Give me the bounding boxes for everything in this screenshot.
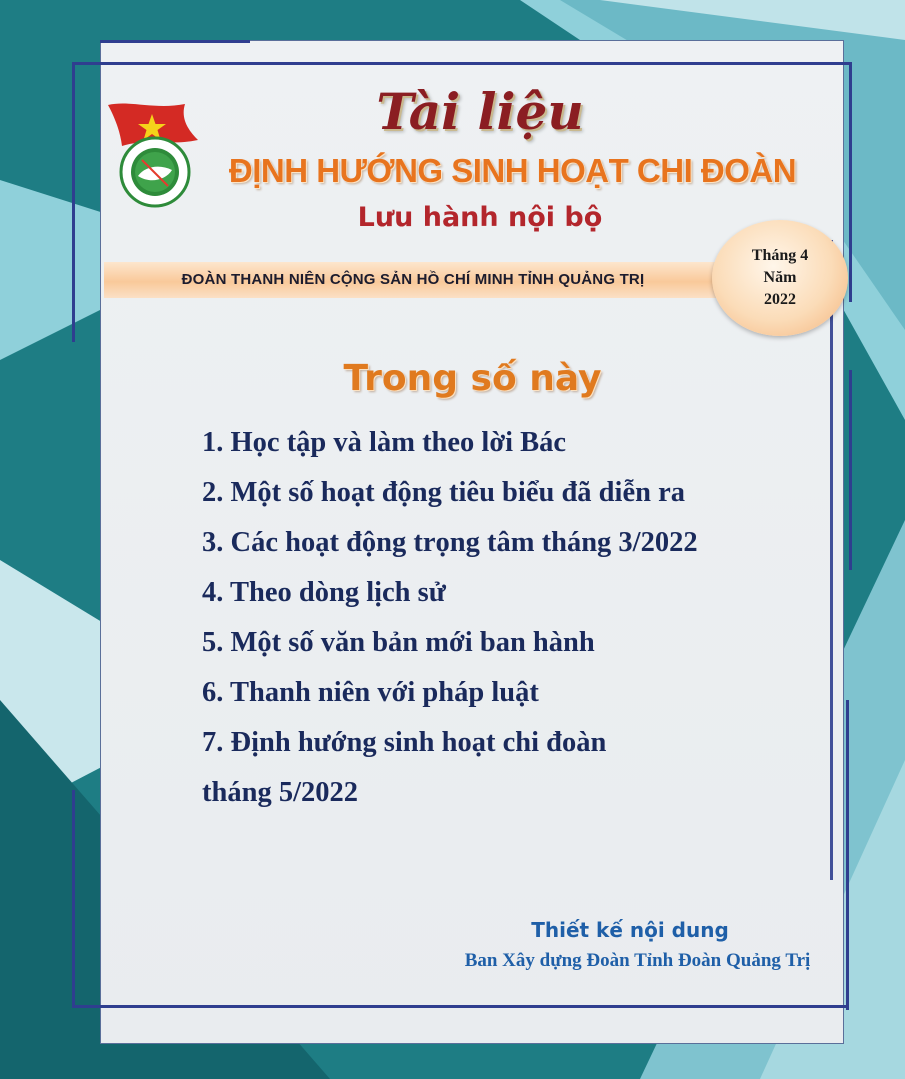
frame-line-mid-right	[830, 240, 833, 880]
table-of-contents	[202, 420, 822, 820]
issue-year: 2022	[764, 291, 796, 308]
organization-name: ĐOÀN THANH NIÊN CỘNG SẢN HỒ CHÍ MINH TỈNH QUẢNG TRỊ	[181, 271, 645, 288]
frame-line-left-bottom	[72, 790, 75, 1005]
toc-item: 2. Một số hoạt động tiêu biểu đã diễn ra	[202, 477, 685, 508]
toc-item: 3. Các hoạt động trọng tâm tháng 3/2022	[202, 527, 698, 558]
issue-year-label: Năm	[763, 269, 797, 286]
youth-union-logo	[100, 100, 210, 210]
document-title: Tài liệu	[376, 82, 584, 141]
toc-item: 7. Định hướng sinh hoạt chi đoàn	[202, 727, 607, 758]
credit-organization: Ban Xây dựng Đoàn Tỉnh Đoàn Quảng Trị	[464, 950, 811, 971]
credit-label: Thiết kế nội dung	[531, 918, 729, 942]
toc-item: 4. Theo dòng lịch sử	[202, 577, 446, 608]
document-subtitle: ĐỊNH HƯỚNG SINH HOẠT CHI ĐOÀN	[228, 152, 797, 189]
contents-heading: Trong số này	[343, 358, 602, 399]
frame-line-top	[100, 40, 250, 43]
issue-date-badge	[712, 220, 848, 336]
frame-line-right-mid	[849, 370, 852, 570]
toc-item: 5. Một số văn bản mới ban hành	[202, 627, 595, 658]
toc-item: 1. Học tập và làm theo lời Bác	[202, 427, 567, 458]
frame-line-left	[72, 62, 75, 342]
circulation-note: Lưu hành nội bộ	[357, 202, 603, 233]
toc-item: tháng 5/2022	[202, 777, 358, 808]
issue-month: Tháng 4	[751, 247, 809, 264]
toc-item: 6. Thanh niên với pháp luật	[202, 677, 539, 708]
organization-banner	[104, 262, 722, 298]
frame-line-top-right	[72, 62, 852, 65]
frame-line-bottom	[72, 1005, 849, 1008]
frame-line-right	[849, 62, 852, 302]
